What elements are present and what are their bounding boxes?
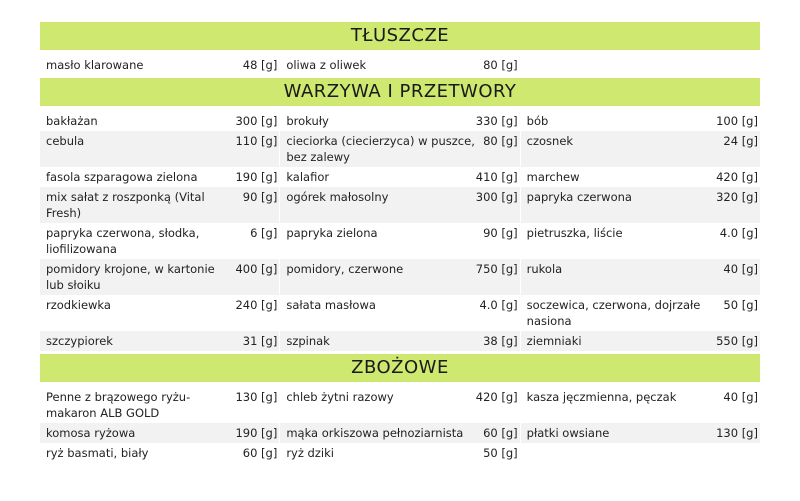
item-amount: 750 [g] xyxy=(475,262,518,276)
item-amount: 400 [g] xyxy=(235,262,278,276)
item-name: chleb żytni razowy xyxy=(286,390,394,404)
section xyxy=(40,22,760,75)
item-name: czosnek xyxy=(526,134,574,148)
item-amount: 50 [g] xyxy=(723,298,758,312)
item-amount: 6 [g] xyxy=(250,226,278,240)
item-amount: 130 [g] xyxy=(235,390,278,404)
list-item xyxy=(280,259,519,295)
list-item xyxy=(280,167,519,187)
item-name: mąka orkiszowa pełnoziarnista xyxy=(286,426,464,440)
item-name: papryka czerwona xyxy=(526,190,632,204)
list-item xyxy=(40,111,279,131)
list-item xyxy=(521,387,760,423)
list-item xyxy=(40,223,279,259)
section-title: TŁUSZCZE xyxy=(40,22,760,50)
item-name: masło klarowane xyxy=(46,58,144,72)
list-item xyxy=(40,423,279,443)
item-name: szczypiorek xyxy=(46,334,113,348)
list-item xyxy=(280,187,519,223)
item-amount: 320 [g] xyxy=(716,190,758,204)
item-amount: 330 [g] xyxy=(475,114,518,128)
item-amount: 4.0 [g] xyxy=(479,298,518,312)
item-amount: 80 [g] xyxy=(483,58,518,72)
item-name: bób xyxy=(526,114,549,128)
item-name: brokuły xyxy=(286,114,329,128)
item-name: rzodkiewka xyxy=(46,298,111,312)
section xyxy=(40,78,760,351)
item-amount: 60 [g] xyxy=(242,446,278,460)
item-amount: 38 [g] xyxy=(483,334,518,348)
item-name: fasola szparagowa zielona xyxy=(46,170,198,184)
list-item xyxy=(521,111,760,131)
item-name: komosa ryżowa xyxy=(46,426,136,440)
list-item xyxy=(521,259,760,295)
list-item xyxy=(521,187,760,223)
item-name: kasza jęczmienna, pęczak xyxy=(526,390,677,404)
list-item xyxy=(40,387,279,423)
list-item xyxy=(521,167,760,187)
item-amount: 410 [g] xyxy=(475,170,518,184)
list-item xyxy=(40,167,279,187)
list-item xyxy=(40,55,279,75)
item-name: oliwa z oliwek xyxy=(286,58,367,72)
item-amount: 4.0 [g] xyxy=(719,226,758,240)
item-amount: 190 [g] xyxy=(235,170,278,184)
item-amount: 110 [g] xyxy=(235,134,278,148)
item-amount: 550 [g] xyxy=(716,334,758,348)
items-grid xyxy=(40,387,760,463)
list-item xyxy=(280,423,519,443)
item-name: sałata masłowa xyxy=(286,298,376,312)
list-item xyxy=(521,223,760,259)
item-amount: 90 [g] xyxy=(483,226,518,240)
list-item xyxy=(280,387,519,423)
item-amount: 90 [g] xyxy=(242,190,278,204)
item-name: pomidory, czerwone xyxy=(286,262,404,276)
item-amount: 50 [g] xyxy=(483,446,518,460)
item-name: szpinak xyxy=(286,334,330,348)
list-item xyxy=(521,131,760,167)
item-name: ogórek małosolny xyxy=(286,190,389,204)
items-grid xyxy=(40,111,760,351)
item-amount: 24 [g] xyxy=(723,134,758,148)
item-amount: 240 [g] xyxy=(235,298,278,312)
items-grid xyxy=(40,55,760,75)
item-name: mix sałat z roszponką (Vital Fresh) xyxy=(46,190,205,220)
section-title: WARZYWA I PRZETWORY xyxy=(40,78,760,106)
list-item xyxy=(40,187,279,223)
item-name: ryż dziki xyxy=(286,446,334,460)
item-amount: 190 [g] xyxy=(235,426,278,440)
item-amount: 48 [g] xyxy=(242,58,278,72)
item-name: pietruszka, liście xyxy=(526,226,623,240)
list-item xyxy=(40,295,279,331)
list-item xyxy=(40,331,279,351)
item-amount: 80 [g] xyxy=(483,134,518,148)
item-name: papryka zielona xyxy=(286,226,378,240)
section xyxy=(40,354,760,463)
list-item xyxy=(40,443,279,463)
item-name: Penne z brązowego ryżu- makaron ALB GOLD xyxy=(46,390,191,420)
item-name: papryka czerwona, słodka, liofilizowana xyxy=(46,226,200,256)
list-item xyxy=(521,295,760,331)
list-item xyxy=(280,443,519,463)
item-amount: 60 [g] xyxy=(483,426,518,440)
list-item xyxy=(40,259,279,295)
section-title: ZBOŻOWE xyxy=(40,354,760,382)
list-item xyxy=(521,423,760,443)
item-amount: 420 [g] xyxy=(475,390,518,404)
item-name: soczewica, czerwona, dojrzałe nasiona xyxy=(526,298,701,328)
item-name: bakłażan xyxy=(46,114,98,128)
item-amount: 40 [g] xyxy=(723,390,758,404)
item-name: cieciorka (ciecierzyca) w puszce, bez zalewy xyxy=(286,134,475,164)
list-item xyxy=(280,131,519,167)
item-name: pomidory krojone, w kartonie lub słoiku xyxy=(46,262,215,292)
item-amount: 300 [g] xyxy=(475,190,518,204)
item-amount: 420 [g] xyxy=(716,170,758,184)
item-amount: 31 [g] xyxy=(242,334,278,348)
item-name: kalafior xyxy=(286,170,330,184)
list-item xyxy=(280,111,519,131)
list-item xyxy=(40,131,279,167)
item-name: ziemniaki xyxy=(526,334,582,348)
item-name: ryż basmati, biały xyxy=(46,446,149,460)
item-amount: 40 [g] xyxy=(723,262,758,276)
item-name: cebula xyxy=(46,134,85,148)
list-item xyxy=(280,295,519,331)
item-name: marchew xyxy=(526,170,580,184)
item-amount: 100 [g] xyxy=(716,114,758,128)
list-item xyxy=(280,55,519,75)
list-item xyxy=(521,331,760,351)
item-name: płatki owsiane xyxy=(526,426,610,440)
item-amount: 130 [g] xyxy=(716,426,758,440)
item-name: rukola xyxy=(526,262,563,276)
list-item xyxy=(280,331,519,351)
list-item xyxy=(521,55,760,75)
item-amount: 300 [g] xyxy=(235,114,278,128)
list-item xyxy=(280,223,519,259)
list-item xyxy=(521,443,760,463)
